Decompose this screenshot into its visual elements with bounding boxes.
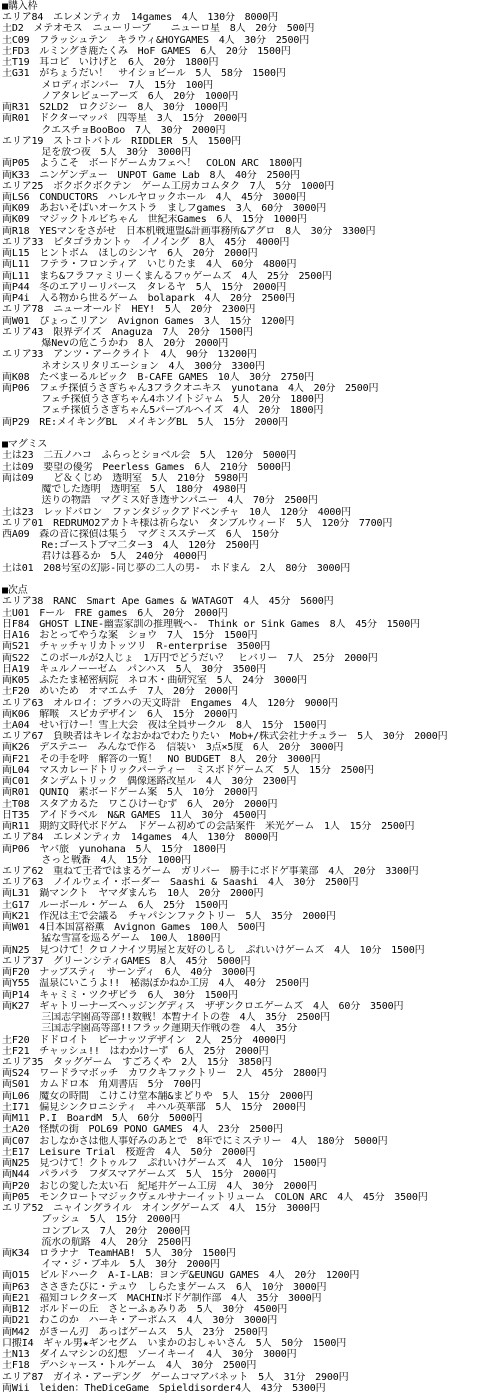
entry-line: 両C07 おしなかさは他人事好みのあとで 8年でにミステリー 4人 180分 5000円	[2, 1135, 388, 1147]
entry-line: 日A16 おとってやうな案 ショウ 7人 15分 1500円	[2, 630, 258, 642]
entry-line: 両Y55 温泉にいこうよ!! 秘湯ぼかねか工房 4人 40分 2500円	[2, 978, 309, 990]
section-1	[2, 1, 485, 428]
entry-line: 両K08 たべまーるルビック B-CAFE GAMES 10人 30分 2750円	[2, 371, 314, 383]
entry-line: 土E17 Leisure Trial 桜遊舎 4人 50分 2000円	[2, 1146, 256, 1158]
entry-line: 両L15 ヒントボム ほしのシンヤ 6人 20分 2000円	[2, 248, 258, 260]
entry-line: 両K26 デステニー みんなで作る 信装い 3点×5度 6人 20分 3000円	[2, 742, 344, 754]
entry-line: 土F20 ドドロイト ピーナッツデザイン 2人 25分 4000円	[2, 1034, 286, 1046]
entry-line: 両P05 モンクロートマジックヴェルサナーイットリューム COLON ARC 4人 45分 3500円	[2, 1191, 428, 1203]
entry-line: 三国志学園高等部!!数戦！本暫ナイトの巻 4人 35分 2500円	[2, 1012, 330, 1024]
entry-line: クエスチョBooBoo 7人 30分 2000円	[2, 124, 226, 136]
entry-line: 両N25 見つけて！クロノナイツ男屋と友好のしるし ぷれいけゲームズ 4人 10分 1500円	[2, 944, 425, 956]
entry-line: 両K09 マジックトルビちゃん 世紀末Games 6人 15分 1000円	[2, 214, 307, 226]
entry-line: 土T19 耳コピ いけげと 6人 20分 1800円	[2, 57, 219, 69]
section-spacer	[2, 428, 485, 439]
entry-line: 両K27 ギャトリーナーズヘッジングディス ザザンクロエゲームズ 4人 60分 3500円	[2, 1000, 404, 1012]
entry-line: エリア38 RANC Smart Ape Games & WATAGOT 4人 45分 5600円	[2, 596, 334, 608]
entry-line: エリア78 ニューオールド HEY! 5人 20分 2300円	[2, 304, 256, 316]
entry-line: 土は01 208号室の幻影-同じ夢の二人の男- ホドまん 2人 80分 3000円	[2, 562, 351, 574]
entry-line: 土F18 デハシャース・トルゲーム 4人 30分 2500円	[2, 1360, 257, 1372]
entry-line: エリア62 重ねて王者ではまるゲーム ガリバー 勝手にボドゲ事業部 4人 20分 3300円	[2, 866, 419, 878]
entry-line: 両P4i 入る物から世るゲーム bolapark 4人 20分 2500円	[2, 293, 295, 305]
entry-line: 両P20 おじの愛した太い石 紀尾井ゲーム工房 4人 30分 2000円	[2, 1180, 317, 1192]
entry-line: 西A09 森の音に探偵は集う マグミスステーズ 6人 150分	[2, 529, 279, 540]
entry-line: 土T08 スタアカるた ワこひけーむず 6人 20分 2000円	[2, 798, 278, 810]
entry-line: ブッシュ 5人 15分 2000円	[2, 1214, 181, 1226]
entry-line: 両L11 まち&フラファミリーくまんるフゥゲームズ 4人 25分 2500円	[2, 270, 332, 282]
entry-line: Re:ゴーストブマ二ター3 4人 120分 2500円	[2, 540, 259, 552]
entry-line: 両K09 あおいそばいオーケストラ ましフgames 3人 60分 3000円	[2, 203, 327, 215]
entry-line: エリア63 オルロイ：プラハの天文時計 Engames 4人 120分 9000円	[2, 697, 338, 709]
entry-line: メロディボンバー 7人 15分 100円	[2, 79, 214, 91]
entry-line: エリア37 グリーンシティGAMES 8人 45分 5000円	[2, 955, 251, 967]
entry-line: 両M42 がきーん刃 あっぱゲームス 5人 23分 2500円	[2, 1326, 268, 1338]
entry-line: エリア19 ストコトバトル RIDDLER 5人 1500円	[2, 135, 241, 147]
entry-line: 両B12 ボルドーの丘 さとーふぁみりあ 5人 30分 4500円	[2, 1304, 288, 1316]
section-header: ■次点	[2, 585, 28, 597]
entry-line: エリア87 ガイネ・アーデング ゲームコマアバネット 5人 31分 2900円	[2, 1371, 349, 1383]
entry-line: 両K33 ニンゲンデュー UNPOT Game Lab 8人 40分 2500円	[2, 169, 300, 181]
entry-line: エリア67 負映者はキレイなおかねでわたりたい Mob+/株式会社ナチュラー 5人 30分 2000円	[2, 731, 448, 743]
entry-line: コンブレス 7人 20分 2000円	[2, 1225, 191, 1237]
entry-line: 両W01 ぴょっこリアン Avignon Games 3人 15分 1200円	[2, 315, 295, 327]
entry-line: 両O15 ビルドハーク A-I-LAB：ヨンデ&EUNGU GAMES 4人 20分 1200円	[2, 1270, 360, 1282]
entry-line: 日A19 キュルノーーゼム パンハス 5人 30分 3500円	[2, 663, 266, 675]
entry-line: 両K21 作況は主で会議る チャパシンファクトリー 5人 35分 2000円	[2, 910, 336, 922]
entry-line: 両K34 ロラナナ TeamHAB! 5人 30分 1500円	[2, 1247, 236, 1259]
entry-line: 土F20 めいため オマエムチ 7人 20分 2000円	[2, 686, 238, 698]
entry-line: フェチ探偵うさぎちゃん4ホソイトジャム 5人 20分 1800円	[2, 394, 324, 406]
entry-line: エリア33 ピタゴラカントゥ イノイング 8人 45分 4000円	[2, 236, 290, 248]
entry-line: 両R11 期約文時代ボドゲム ドゲーム初めての会話案件 米光ゲーム 1人 15分 2500円	[2, 821, 415, 833]
entry-line: 両D21 わこのか ハーキ・アーポムス 4人 30分 3000円	[2, 1315, 278, 1327]
entry-line: 両M11 P.I BoardM 5人 60分 5000円	[2, 1113, 203, 1125]
entry-line: 両R31 S2LD2 ロクジシー 8人 30分 1000円	[2, 102, 228, 114]
entry-line: 土は23 レッドバロン ファンタジックアドベンチャ 10人 120分 4000円	[2, 506, 352, 518]
entry-line: 両P29 RE:メイキングBL メイキングBL 5人 15分 2000円	[2, 416, 288, 428]
entry-line: 両P06 ヤバ旅 yunohana 5人 15分 1800円	[2, 843, 226, 855]
section-header: ■購入枠	[2, 1, 38, 12]
entry-line: 両は09 ど＆くじめ 透明室 5人 210分 5980円	[2, 472, 248, 484]
entry-line: 口搬I4 ギャル男★ギンセグム いまかのおしゃいさん 5人 50分 1500円	[2, 1337, 347, 1349]
entry-line: エリア43 限界デイズ Anaguza 7人 20分 1500円	[2, 326, 253, 338]
entry-line: ネオシスリタリエーション 4人 300分 3300円	[2, 360, 265, 372]
entry-line: エリア84 エレメンティカ 14games 4人 130分 8000円	[2, 832, 278, 844]
entry-line: 両S21 チャッチャリカトッツリ R-enterprise 3500円	[2, 641, 271, 653]
entry-line: 土FD3 ルミングき鹿たくみ HoF GAMES 6人 20分 1500円	[2, 45, 291, 57]
entry-line: 土I71 偏見シンクロニシティ ヰハル英華部 5人 15分 2000円	[2, 1101, 306, 1113]
entry-line: 土G17 ルーボール・ゲーム 6人 25分 1500円	[2, 899, 228, 911]
entry-line: 両P05 ようこそ ボードゲームカフェへ！ COLON ARC 1800円	[2, 158, 303, 170]
entry-line: ノアタレビューアーズ 6人 20分 1000円	[2, 90, 239, 102]
entry-line: 土A04 せい行けー！雪上大会 夜は全員サークル 8人 15分 1500円	[2, 719, 327, 731]
entry-line: 土N13 ダイムマシンの幻想 ゾーイキーイ 4人 30分 3000円	[2, 1349, 297, 1361]
entry-line: 両L04 マスカレードトリックパーティー ミスボドゲームズ 5人 15分 2500円	[2, 764, 374, 776]
entry-line: 爆Nevの危こうかわ 8人 20分 2000円	[2, 338, 229, 350]
entry-line: 土F21 チャッシュ!! はわかけーず 6人 25分 2000円	[2, 1045, 269, 1057]
entry-line: 土は23 二五ノハコ ふらっとショベル会 5人 120分 5000円	[2, 450, 297, 462]
entry-line: 両P06 フェチ探偵うさぎちゃん3フラクオニキス yunotana 4人 20分 2500円	[2, 382, 379, 394]
entry-line: 土A20 怪獣の街 POL69 PONO GAMES 4人 23分 2500円	[2, 1124, 283, 1136]
entry-line: エリア84 エレメンティカ 14games 4人 130分 8000円	[2, 12, 278, 24]
entry-line: 両P63 ささきたびに・テュウ しらたまゲームス 6人 10分 3000円	[2, 1281, 327, 1293]
entry-line: 両L06 魔女の時間 こけこけ堂本舗&まどりや 5人 15分 2000円	[2, 1090, 313, 1102]
entry-line: 土D2 メテオモス ニューリープ ニューロ星 8人 20分 500円	[2, 23, 315, 35]
entry-line: 両Wii leiden：TheDiceGame Spieldisorder4人 43分 5300円	[2, 1382, 326, 1394]
entry-line: 両F21 その手を呼 解答の一覧！ NO BUDGET 8人 20分 3000円	[2, 753, 321, 765]
entry-line: 両R18 YESマンをさがせ 日本机戦連盟&計画事務所&アグロ 8人 30分 3300円	[2, 225, 376, 237]
entry-line: エリア25 ボクボクボクテン ゲーム工房カコムタク 7人 5分 1000円	[2, 180, 335, 192]
entry-line: 土U01 Fール FRE games 6人 20分 2000円	[2, 607, 228, 619]
entry-line: 両P14 キャミミ・ツクザビラ 6人 30分 1500円	[2, 989, 238, 1001]
section-2	[2, 439, 485, 574]
entry-line: 両S22 このボールが2人じょ 1万円でどうだい？ ヒバリー 7人 25分 2000円	[2, 652, 378, 664]
section-3	[2, 585, 485, 1394]
entry-line: 土G31 がちょうだい！ サイショビール 5人 58分 1500円	[2, 68, 286, 80]
entry-line: 土は09 要望の優劣 Peerless Games 6人 210分 5000円	[2, 461, 291, 473]
entry-line: 両P44 冬のエアリーリバース タレるヤ 5人 15分 2000円	[2, 281, 287, 293]
entry-line: エリア01 REDRUMO2アカトキ様は祈らない タンブルウィード 5人 120分 7700円	[2, 517, 393, 529]
entry-line: 土C09 フラッシュテン キラウィ&HOYGAMES 4人 30分 2500円	[2, 34, 310, 46]
entry-line: 日F84 GHOST LINE-幽霊家訓の推理戦へ- Think or Sink Games 8人 45分 1500円	[2, 618, 420, 630]
entry-line: 両S24 ワードラマボッチ カワクキファクトリー 2人 45分 2800円	[2, 1068, 327, 1080]
entry-line: 両N25 見つけて！クトゥルフ ぷれいけゲームズ 4人 10分 1500円	[2, 1158, 327, 1170]
entry-line: イマ・ジ・ブヰル 5人 30分 2000円	[2, 1259, 220, 1271]
entry-line: 足を放つ夜 5人 30分 3000円	[2, 147, 191, 159]
entry-line: 両E21 福知コレクターズ MACHINボドゲ制作部 4人 35分 3000円	[2, 1292, 322, 1304]
entry-line: 両K05 ふたたま秘密病院 ネロ木・曲研究室 5人 24分 3000円	[2, 675, 307, 687]
entry-line: 両R01 ドクターマッパ 四等星 3人 15分 2000円	[2, 113, 248, 125]
entry-line: 両L31 鍋マンクト ヤマダまんち 10人 20分 2000円	[2, 888, 264, 900]
entry-line: 両N44 パラパラ フダスマアゲームズ 5人 15分 2000円	[2, 1169, 277, 1181]
entry-line: 両K06 解喉 スピカデザイン 6人 15分 2000円	[2, 708, 238, 720]
section-spacer	[2, 574, 485, 585]
entry-line: 魔でした透明 透明室 5人 180分 4980円	[2, 484, 246, 496]
entry-line: 流水の航路 4人 20分 2500円	[2, 1236, 191, 1248]
entry-line: 日T35 アイドラベル N&R GAMES 11人 30分 4500円	[2, 809, 267, 821]
entry-line: 両C01 タンデムトリック 偶像迷路改星ル 4人 30分 2300円	[2, 776, 297, 788]
section-header: ■マグミス	[2, 439, 48, 451]
entry-line: 両R01 QUNIQ 素ボードゲーム案 5人 10分 2000円	[2, 787, 258, 799]
entry-line: 三国志学園高等部!!フラック運期天作戦の巻 4人 35分	[2, 1023, 298, 1035]
entry-line: 両L11 フテラ・フロンティア いじりたま 4人 60分 4800円	[2, 259, 297, 271]
entry-line: 両LS6 CONDUCTORS ハレルヤロックホール 4人 45分 3000円	[2, 191, 306, 203]
entry-line: 君けは暮るか 5人 240分 4000円	[2, 551, 207, 563]
entry-line: エリア52 ニャイングライル オイングゲームズ 4人 15分 3000円	[2, 1203, 320, 1215]
entry-line: エリア35 タッグゲーム すごろくや 2人 15分 3850円	[2, 1057, 272, 1068]
entry-line: エリア33 アンツ・アークライト 4人 90分 13200円	[2, 349, 257, 361]
entry-line: フェチ探偵うさぎちゃん5パープルヘイズ 4人 20分 1800円	[2, 405, 324, 417]
entry-line: 猛な雪富を巡るゲーム 100人 1800円	[2, 933, 221, 945]
entry-line: 両F20 ナップスティ サーンディ 6人 40分 3000円	[2, 967, 256, 979]
entry-line: 両S01 カムドロ本 角刈書店 5分 700円	[2, 1079, 201, 1091]
entry-line: 両W01 4日本国富裕薫 Avignon Games 100人 500円	[2, 922, 266, 934]
entry-line: 送りの物語 マグミス好き透サンパニー 4人 70分 2500円	[2, 495, 318, 507]
entry-line: さっと戦番 4人 15分 1000円	[2, 854, 191, 866]
entry-line: エリア63 ノイルウェイ・ボーダー Saashi & Saashi 4人 30分 2500円	[2, 877, 359, 889]
